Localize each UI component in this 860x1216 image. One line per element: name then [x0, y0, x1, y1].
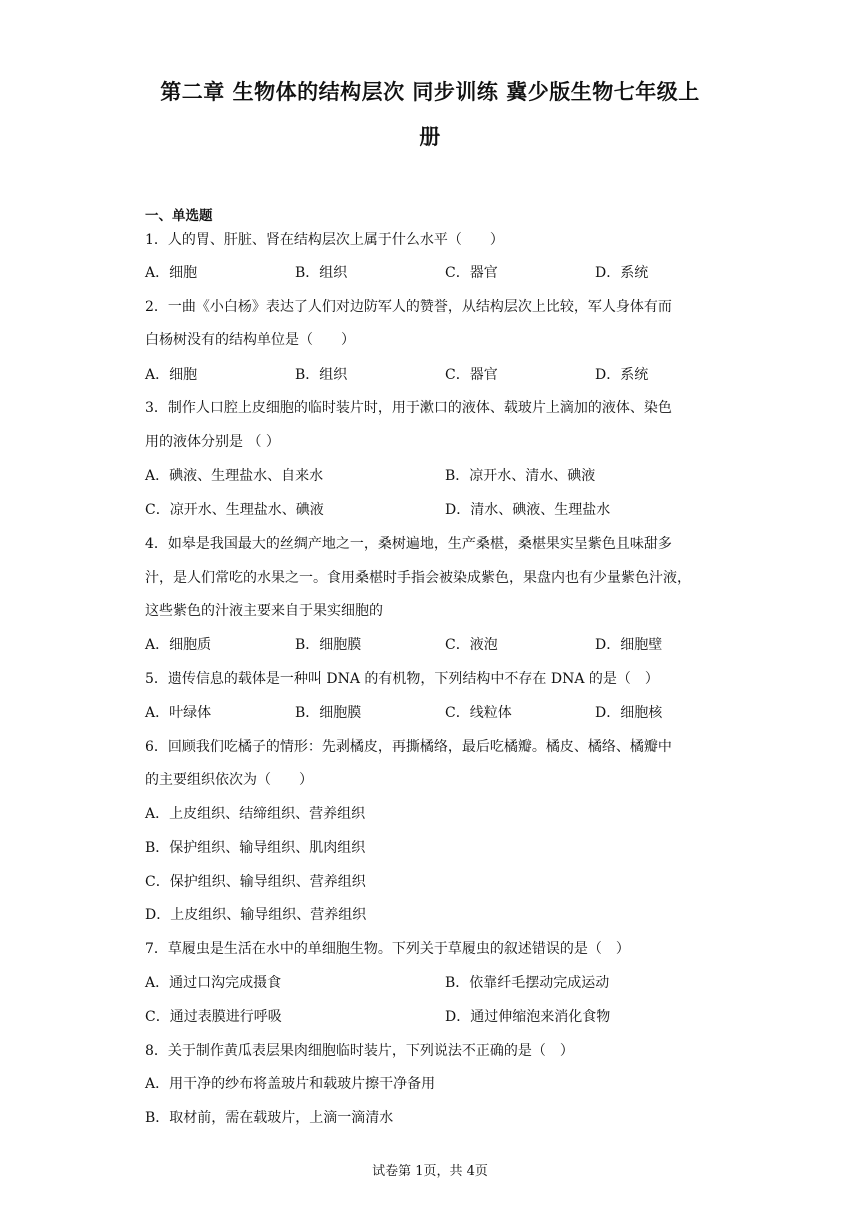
question-6-stem-line1: 6．回顾我们吃橘子的情形：先剥橘皮，再撕橘络，最后吃橘瓣。橘皮、橘络、橘瓣中 — [145, 739, 672, 755]
question-3-option-d: D．清水、碘液、生理盐水 — [445, 502, 611, 518]
question-2-option-a: A．细胞 — [145, 367, 198, 383]
page-footer: 试卷第 1页，共 4页 — [372, 1164, 488, 1179]
question-3-option-c: C．凉开水、生理盐水、碘液 — [145, 502, 324, 518]
question-6-option-d: D．上皮组织、输导组织、营养组织 — [145, 907, 367, 923]
page-title-continued: 册 — [419, 125, 441, 149]
question-1-option-d: D．系统 — [595, 265, 649, 281]
question-1-option-a: A．细胞 — [145, 265, 198, 281]
question-4-stem-line1: 4．如皋是我国最大的丝绸产地之一，桑树遍地，生产桑椹，桑椹果实呈紫色且味甜多 — [145, 536, 672, 552]
question-6-option-c: C．保护组织、输导组织、营养组织 — [145, 874, 366, 890]
question-6-option-b: B．保护组织、输导组织、肌肉组织 — [145, 840, 366, 856]
question-2-stem-line1: 2．一曲《小白杨》表达了人们对边防军人的赞誉，从结构层次上比较，军人身体有而 — [145, 299, 672, 315]
question-6-stem-line2: 的主要组织依次为（ ） — [145, 772, 313, 788]
question-5-stem: 5．遗传信息的载体是一种叫 DNA 的有机物，下列结构中不存在 DNA 的是（ ） — [145, 671, 659, 687]
question-8-option-b: B．取材前，需在载玻片，上滴一滴清水 — [145, 1110, 394, 1126]
question-7-option-d: D．通过伸缩泡来消化食物 — [445, 1009, 611, 1025]
question-2-option-b: B．组织 — [295, 367, 348, 383]
question-4-option-a: A．细胞质 — [145, 637, 212, 653]
question-5-option-d: D．细胞核 — [595, 705, 663, 721]
question-2-stem-line2: 白杨树没有的结构单位是（ ） — [145, 332, 355, 348]
question-2-option-d: D．系统 — [595, 367, 649, 383]
question-4-option-b: B．细胞膜 — [295, 637, 362, 653]
question-3-option-a: A．碘液、生理盐水、自来水 — [145, 468, 324, 484]
question-5-option-a: A．叶绿体 — [145, 705, 212, 721]
question-5-option-b: B．细胞膜 — [295, 705, 362, 721]
question-7-option-b: B．依靠纤毛摆动完成运动 — [445, 975, 610, 991]
question-7-option-c: C．通过表膜进行呼吸 — [145, 1009, 282, 1025]
question-7-option-a: A．通过口沟完成摄食 — [145, 975, 282, 991]
question-3-stem-line1: 3．制作人口腔上皮细胞的临时装片时，用于漱口的液体、载玻片上滴加的液体、染色 — [145, 400, 672, 416]
question-6-option-a: A．上皮组织、结缔组织、营养组织 — [145, 806, 366, 822]
question-1-stem: 1．人的胃、肝脏、肾在结构层次上属于什么水平（ ） — [145, 232, 504, 248]
question-4-stem-line3: 这些紫色的汁液主要来自于果实细胞的 — [145, 603, 383, 619]
question-2-option-c: C．器官 — [445, 367, 498, 383]
question-8-option-a: A．用干净的纱布将盖玻片和载玻片擦干净备用 — [145, 1076, 436, 1092]
question-5-option-c: C．线粒体 — [445, 705, 512, 721]
question-3-stem-line2: 用的液体分别是 （ ） — [145, 434, 280, 450]
page-title: 第二章 生物体的结构层次 同步训练 冀少版生物七年级上 — [160, 80, 700, 104]
question-4-option-d: D．细胞壁 — [595, 637, 663, 653]
question-7-stem: 7．草履虫是生活在水中的单细胞生物。下列关于草履虫的叙述错误的是（ ） — [145, 941, 630, 957]
question-3-option-b: B．凉开水、清水、碘液 — [445, 468, 596, 484]
question-8-stem: 8．关于制作黄瓜表层果肉细胞临时装片，下列说法不正确的是（ ） — [145, 1043, 574, 1059]
question-4-option-c: C．液泡 — [445, 637, 498, 653]
question-1-option-b: B．组织 — [295, 265, 348, 281]
question-1-option-c: C．器官 — [445, 265, 498, 281]
question-4-stem-line2: 汁，是人们常吃的水果之一。食用桑椹时手指会被染成紫色，果盘内也有少量紫色汁液， — [145, 570, 691, 586]
section-heading: 一、单选题 — [145, 208, 213, 224]
